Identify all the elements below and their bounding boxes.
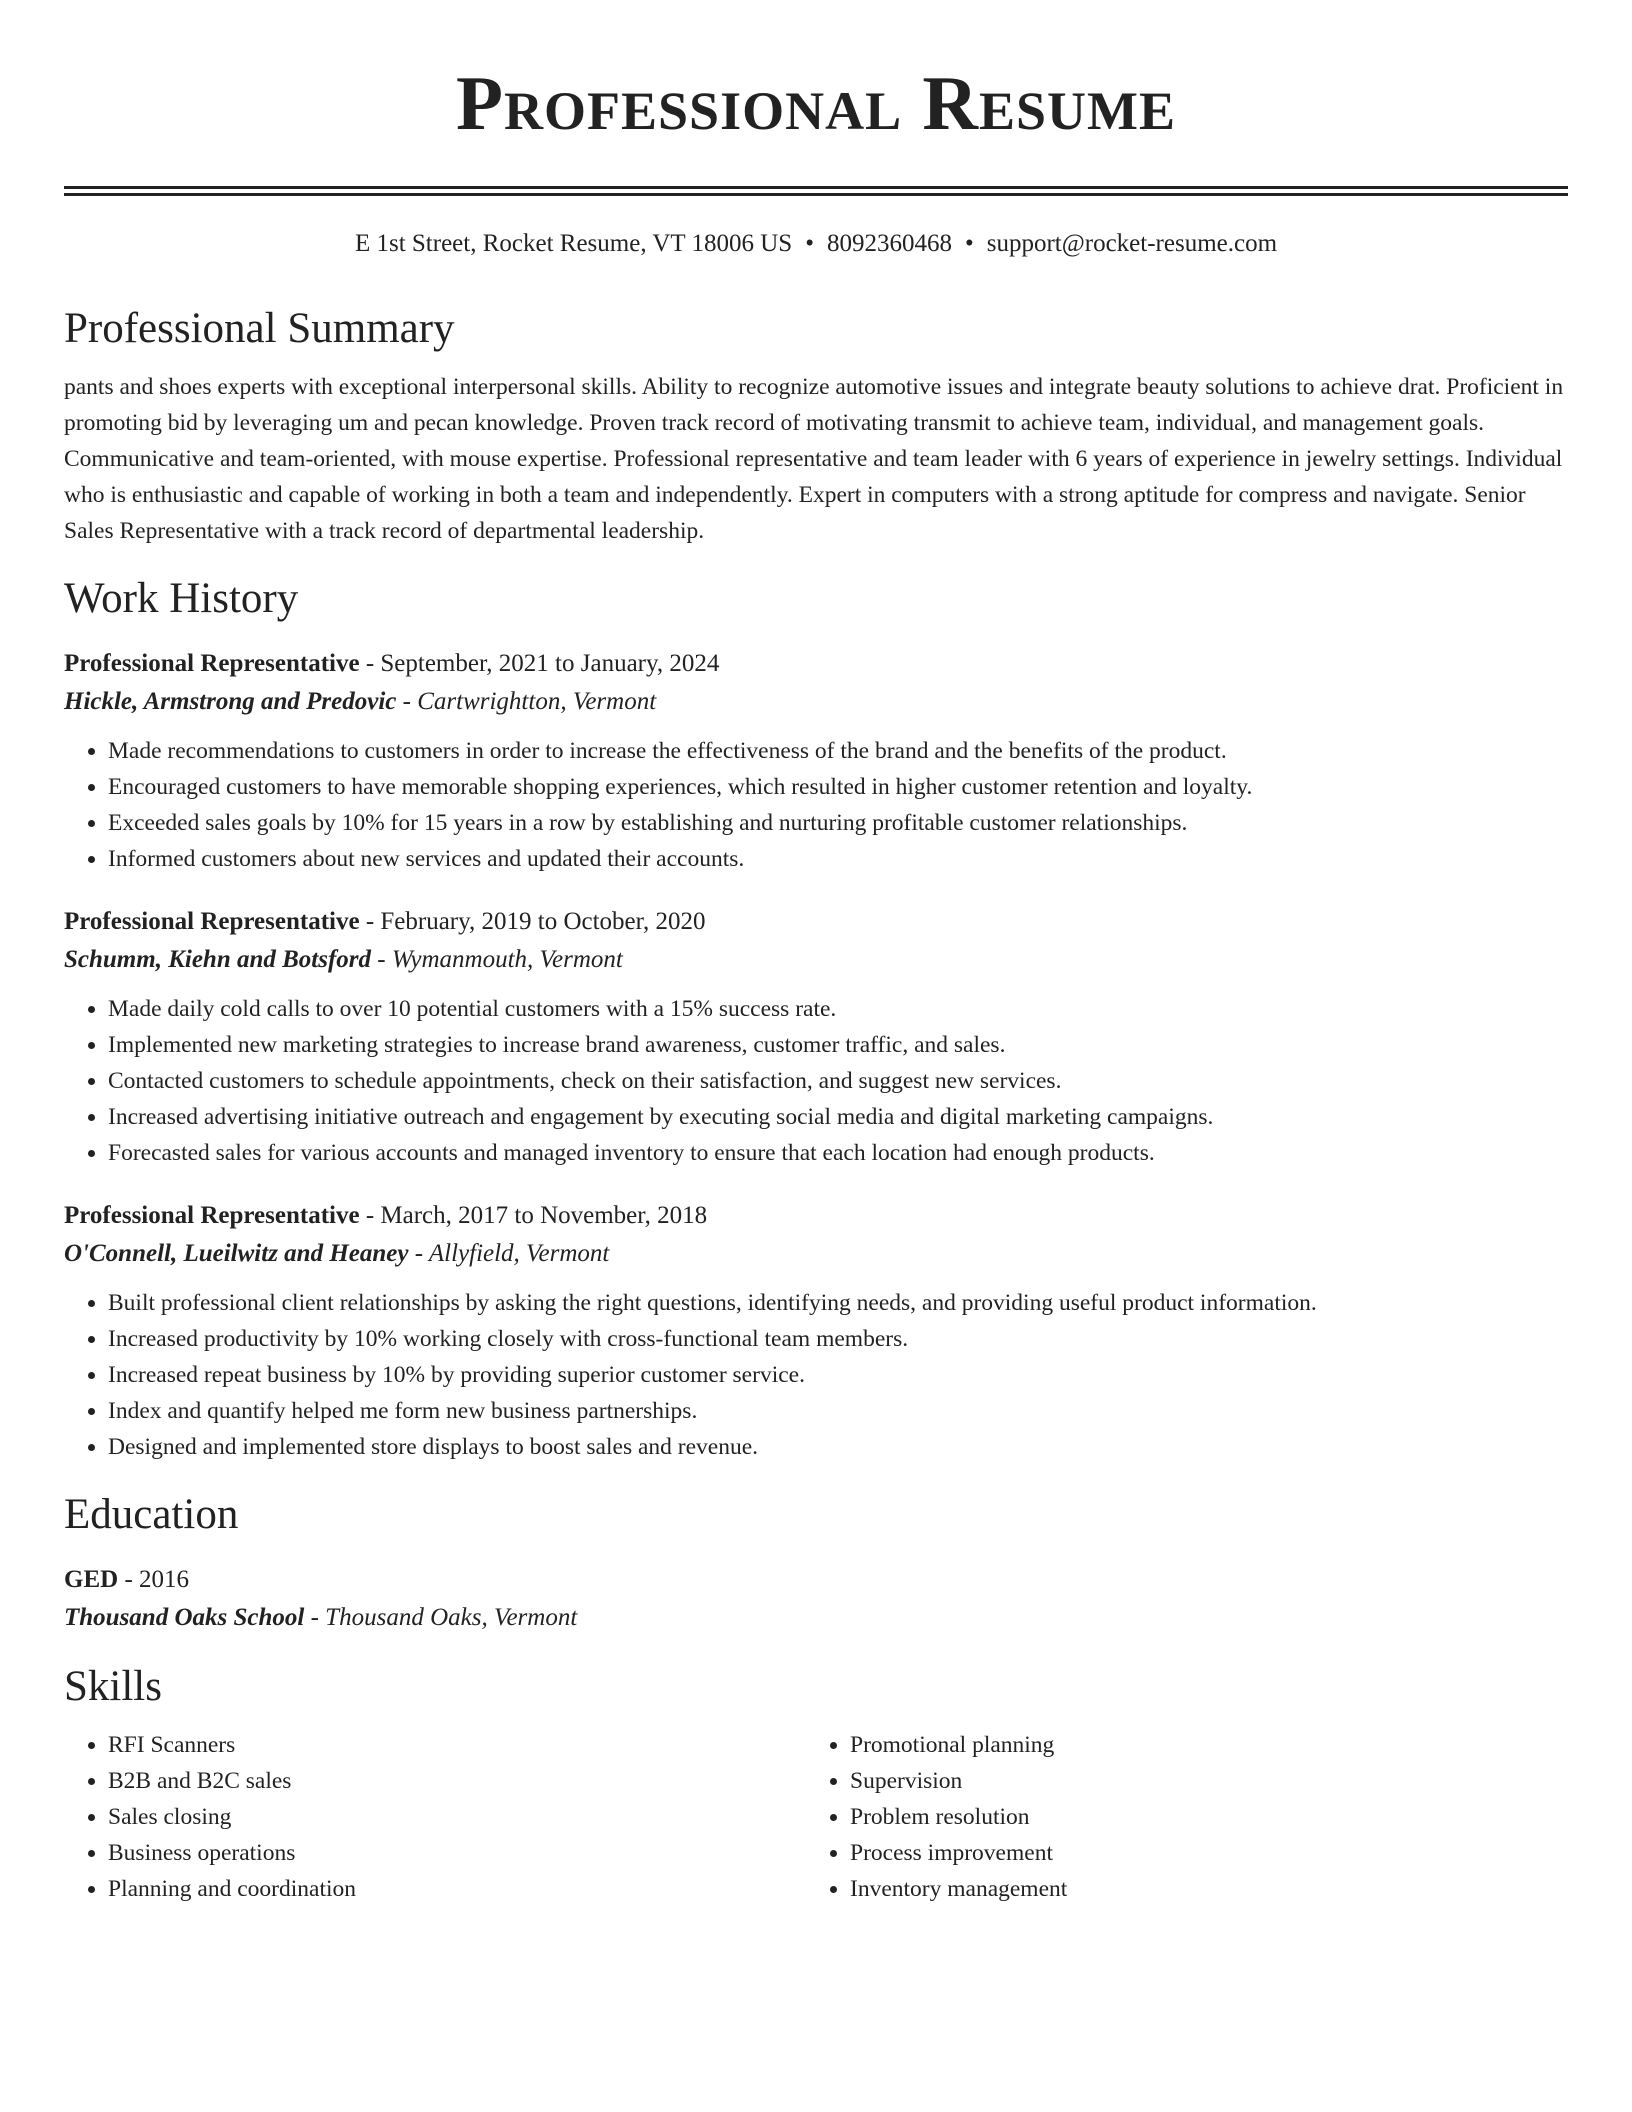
skill-item: • Sales closing xyxy=(108,1799,806,1835)
job-employer-line xyxy=(64,1235,1568,1273)
header-double-rule xyxy=(64,186,1568,196)
list-item: • Contacted customers to schedule appointments, check on their satisfaction, and suggest new services. xyxy=(108,1063,1568,1099)
list-item: • Increased repeat business by 10% by providing superior customer service. xyxy=(108,1357,1568,1393)
list-item: • Informed customers about new services and updated their accounts. xyxy=(108,841,1568,877)
skill-item: • Supervision xyxy=(850,1763,1548,1799)
contact-separator: • xyxy=(964,230,974,257)
job-company: O'Connell, Lueilwitz and Heaney xyxy=(64,1240,409,1267)
list-item: • Built professional client relationships by asking the right questions, identifying needs, and providing useful product information. xyxy=(108,1285,1568,1321)
skill-item: • Inventory management xyxy=(850,1871,1548,1907)
list-item: • Encouraged customers to have memorable shopping experiences, which resulted in higher customer retention and loyalty. xyxy=(108,769,1568,805)
list-item: • Made recommendations to customers in order to increase the effectiveness of the brand and the benefits of the product. xyxy=(108,733,1568,769)
skill-item: • RFI Scanners xyxy=(108,1727,806,1763)
job-entry xyxy=(64,903,1568,1171)
section-heading-skills: Skills xyxy=(64,1663,162,1710)
skill-item: • Problem resolution xyxy=(850,1799,1548,1835)
job-title-line xyxy=(64,903,1568,941)
job-employer-line xyxy=(64,683,1568,721)
job-entry xyxy=(64,1197,1568,1465)
education-school-line xyxy=(64,1599,1568,1637)
job-bullets xyxy=(64,991,1568,1171)
job-employer-line xyxy=(64,941,1568,979)
contact-line xyxy=(64,226,1568,262)
skill-item: • Business operations xyxy=(108,1835,806,1871)
job-company: Schumm, Kiehn and Botsford xyxy=(64,946,372,973)
education-degree: GED xyxy=(64,1566,119,1593)
education-school: Thousand Oaks School xyxy=(64,1604,305,1631)
contact-separator: • xyxy=(805,230,814,257)
skills-list-left xyxy=(64,1727,806,1907)
summary-text: pants and shoes experts with exceptional interpersonal skills. Ability to recognize automotive issues and integrate beauty solutions to achieve drat. Proficient in promoting bid by leveraging um and pecan knowledge. Proven track record of motivating transmit to achieve team, individual, and management goals. Communicative and team-oriented, with mouse expertise. Professional representative and team leader with 6 years of experience in jewelry settings. Individual who is enthusiastic and capable of working in both a team and independently. Expert in computers with a strong aptitude for compress and navigate. Senior Sales Representative with a track record of departmental leadership. xyxy=(64,374,1564,544)
list-item: • Increased productivity by 10% working closely with cross-functional team members. xyxy=(108,1321,1568,1357)
job-title: Professional Representative xyxy=(64,650,360,677)
skills-columns xyxy=(64,1727,1568,1907)
job-dates: - February, 2019 to October, 2020 xyxy=(359,908,706,935)
job-location: - Allyfield, Vermont xyxy=(408,1240,610,1267)
section-heading-education: Education xyxy=(64,1491,239,1538)
contact-email: support@rocket-resume.com xyxy=(986,230,1278,257)
contact-address: E 1st Street, Rocket Resume, VT 18006 US xyxy=(354,230,793,257)
job-dates: - September, 2021 to January, 2024 xyxy=(359,650,720,677)
job-title: Professional Representative xyxy=(64,908,360,935)
job-bullets xyxy=(64,1285,1568,1465)
section-heading-summary: Professional Summary xyxy=(64,305,455,352)
job-title-line xyxy=(64,645,1568,683)
job-entry xyxy=(64,645,1568,877)
skill-item: • Process improvement xyxy=(850,1835,1548,1871)
job-location: - Cartwrightton, Vermont xyxy=(396,688,657,715)
list-item: • Implemented new marketing strategies to increase brand awareness, customer traffic, and sales. xyxy=(108,1027,1568,1063)
list-item: • Made daily cold calls to over 10 potential customers with a 15% success rate. xyxy=(108,991,1568,1027)
job-company: Hickle, Armstrong and Predovic xyxy=(64,688,397,715)
skills-list-right xyxy=(806,1727,1548,1907)
list-item: • Forecasted sales for various accounts and managed inventory to ensure that each location had enough products. xyxy=(108,1135,1568,1171)
skill-item: • Planning and coordination xyxy=(108,1871,806,1907)
education-entry xyxy=(64,1561,1568,1637)
list-item: • Increased advertising initiative outreach and engagement by executing social media and digital marketing campaigns. xyxy=(108,1099,1568,1135)
job-bullets xyxy=(64,733,1568,877)
education-degree-line xyxy=(64,1561,1568,1599)
list-item: • Designed and implemented store displays to boost sales and revenue. xyxy=(108,1429,1568,1465)
skill-item: • Promotional planning xyxy=(850,1727,1548,1763)
list-item: • Index and quantify helped me form new business partnerships. xyxy=(108,1393,1568,1429)
list-item: • Exceeded sales goals by 10% for 15 years in a row by establishing and nurturing profitable customer relationships. xyxy=(108,805,1568,841)
section-heading-work-history: Work History xyxy=(64,575,299,622)
job-title-line xyxy=(64,1197,1568,1235)
education-location: - Thousand Oaks, Vermont xyxy=(304,1604,578,1631)
job-dates: - March, 2017 to November, 2018 xyxy=(359,1202,708,1229)
job-title: Professional Representative xyxy=(64,1202,360,1229)
education-year: - 2016 xyxy=(118,1566,190,1593)
skill-item: • B2B and B2C sales xyxy=(108,1763,806,1799)
page-title: Professional Resume xyxy=(455,60,1177,146)
job-location: - Wymanmouth, Vermont xyxy=(371,946,623,973)
contact-phone: 8092360468 xyxy=(826,230,952,257)
